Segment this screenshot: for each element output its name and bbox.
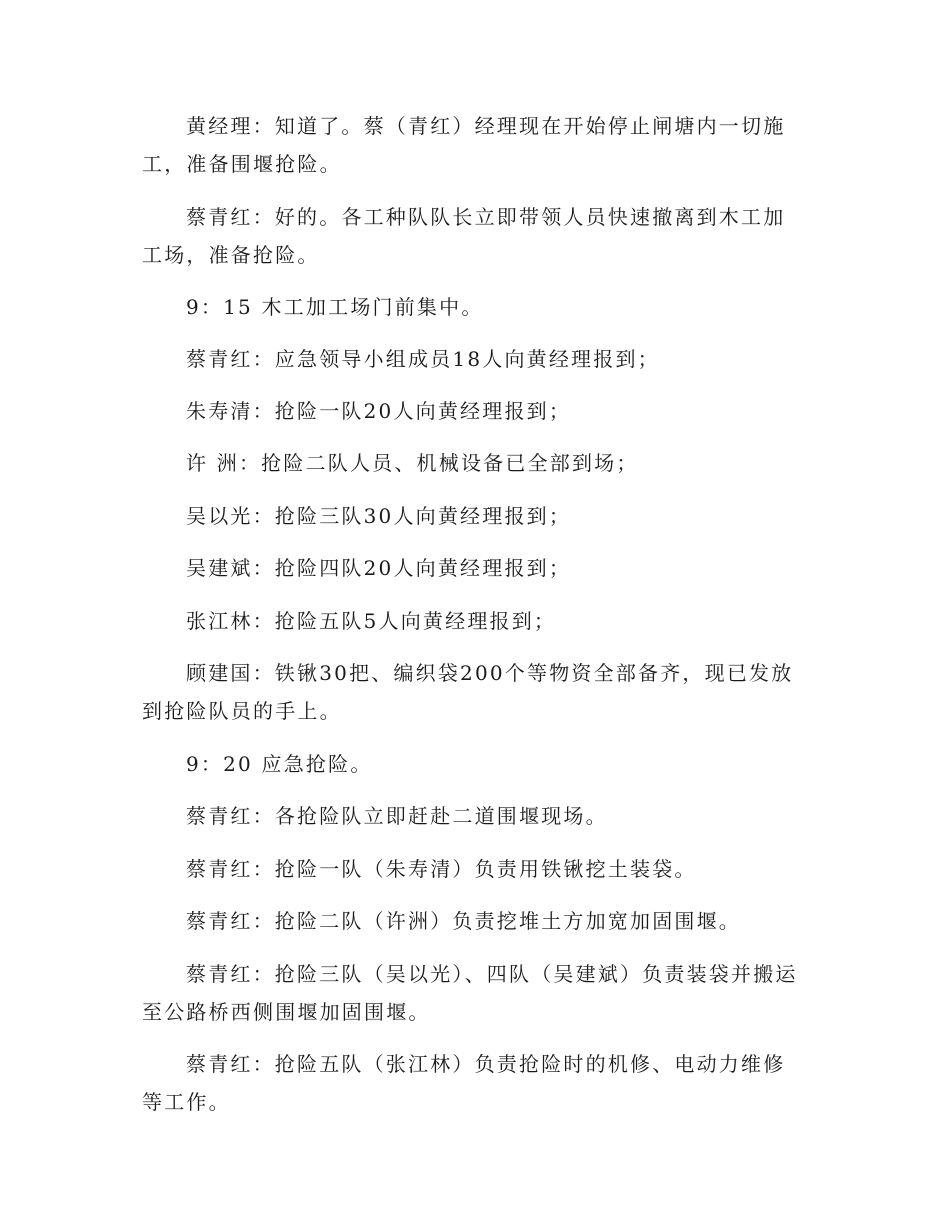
paragraph-zhang-report: 张江林：抢险五队5人向黄经理报到； bbox=[186, 609, 557, 633]
paragraph-wu-yiguang-report: 吴以光：抢险三队30人向黄经理报到； bbox=[186, 504, 572, 528]
paragraph-cai-team1: 蔡青红：抢险一队（朱寿清）负责用铁锹挖土装袋。 bbox=[186, 857, 697, 881]
paragraph-cai-team3-4: 蔡青红：抢险三队（吴以光）、四队（吴建斌）负责装袋并搬运至公路桥西侧围堰加固围堰。 bbox=[142, 962, 798, 1024]
paragraph-time-915: 9：15 木工加工场门前集中。 bbox=[186, 295, 484, 319]
paragraph-cai-team2: 蔡青红：抢险二队（许洲）负责挖堆土方加宽加固围堰。 bbox=[186, 909, 741, 933]
paragraph-cai-team5: 蔡青红：抢险五队（张江林）负责抢险时的机修、电动力维修等工作。 bbox=[142, 1052, 786, 1114]
paragraph-time-920: 9：20 应急抢险。 bbox=[186, 752, 373, 776]
paragraph-cai-evacuate: 蔡青红：好的。各工种队队长立即带领人员快速撤离到木工加工场，准备抢险。 bbox=[142, 205, 786, 267]
paragraph-cai-report: 蔡青红：应急领导小组成员18人向黄经理报到； bbox=[186, 347, 660, 371]
paragraph-zhu-report: 朱寿清：抢险一队20人向黄经理报到； bbox=[186, 399, 572, 423]
paragraph-huang-start-rescue: 黄经理：知道了。蔡（青红）经理现在开始停止闸塘内一切施工，准备围堰抢险。 bbox=[142, 114, 786, 176]
paragraph-gu-materials: 顾建国：铁锹30把、编织袋200个等物资全部备齐，现已发放到抢险队员的手上。 bbox=[142, 661, 794, 723]
paragraph-cai-dispatch: 蔡青红：各抢险队立即赶赴二道围堰现场。 bbox=[186, 804, 608, 828]
paragraph-wu-jianbin-report: 吴建斌：抢险四队20人向黄经理报到； bbox=[186, 556, 572, 580]
paragraph-xu-report: 许 洲：抢险二队人员、机械设备已全部到场； bbox=[186, 451, 639, 475]
